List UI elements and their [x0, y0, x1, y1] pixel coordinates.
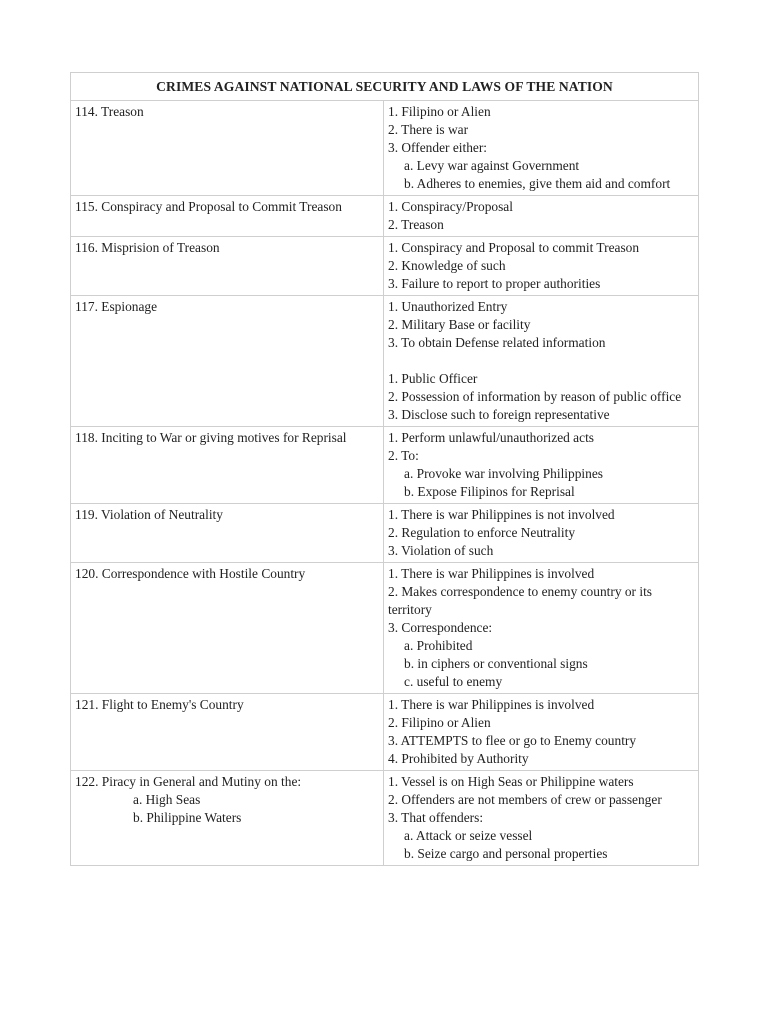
crime-cell	[71, 504, 384, 563]
element-line: 3. To obtain Defense related information	[388, 335, 606, 350]
element-line: 2. To:	[388, 448, 419, 463]
element-line: 3. Disclose such to foreign representative	[388, 407, 610, 422]
crime-subline: a. High Seas	[133, 792, 201, 807]
table-row	[71, 694, 699, 771]
crime-cell	[71, 296, 384, 427]
element-subline: b. Expose Filipinos for Reprisal	[404, 484, 575, 499]
crime-cell	[71, 427, 384, 504]
crime-subline: b. Philippine Waters	[133, 810, 242, 825]
crime-cell	[71, 563, 384, 694]
crime-title: 118. Inciting to War or giving motives for Reprisal	[75, 430, 347, 445]
crime-cell	[71, 694, 384, 771]
element-line: 2. Possession of information by reason of public office	[388, 389, 682, 404]
table-header-row	[71, 73, 699, 101]
element-line: 2. Offenders are not members of crew or passenger	[388, 792, 662, 807]
element-line: 2. Military Base or facility	[388, 317, 531, 332]
element-line: 1. Vessel is on High Seas or Philippine waters	[388, 774, 634, 789]
crime-title: 114. Treason	[75, 104, 144, 119]
element-line: 3. Correspondence:	[388, 620, 493, 635]
element-subline	[388, 175, 695, 193]
element-subline: a. Prohibited	[404, 638, 473, 653]
crime-title: 122. Piracy in General and Mutiny on the:	[75, 774, 302, 789]
crimes-table	[70, 72, 699, 866]
element-subline-text: b. Adheres to enemies, give them aid and comfort	[404, 176, 671, 191]
element-subline: a. Provoke war involving Philippines	[404, 466, 603, 481]
crime-cell	[71, 101, 384, 196]
crime-title: 119. Violation of Neutrality	[75, 507, 223, 522]
elements-cell	[384, 237, 699, 296]
crime-title: 117. Espionage	[75, 299, 158, 314]
element-line: 2. Regulation to enforce Neutrality	[388, 525, 576, 540]
element-line: 2. There is war	[388, 122, 469, 137]
crime-title: 115. Conspiracy and Proposal to Commit Treason	[75, 199, 342, 214]
crime-title: 116. Misprision of Treason	[75, 240, 220, 255]
element-line: 4. Prohibited by Authority	[388, 751, 529, 766]
element-line: 1. Conspiracy/Proposal	[388, 199, 513, 214]
table-row	[71, 563, 699, 694]
element-subline: c. useful to enemy	[404, 674, 503, 689]
elements-cell	[384, 771, 699, 866]
element-line: 2. Knowledge of such	[388, 258, 506, 273]
elements-cell	[384, 101, 699, 196]
element-line: 1. There is war Philippines is involved	[388, 697, 595, 712]
element-line: 1. Public Officer	[388, 371, 478, 386]
element-line: 3. ATTEMPTS to flee or go to Enemy country	[388, 733, 637, 748]
crime-title: 121. Flight to Enemy's Country	[75, 697, 244, 712]
table-row	[71, 771, 699, 866]
crime-title: 120. Correspondence with Hostile Country	[75, 566, 306, 581]
table-row	[71, 101, 699, 196]
element-subline: b. Seize cargo and personal properties	[404, 846, 608, 861]
element-line: 3. Violation of such	[388, 543, 494, 558]
table-row	[71, 427, 699, 504]
element-subline: a. Levy war against Government	[404, 158, 580, 173]
spacer	[388, 352, 695, 370]
element-line: 1. Perform unlawful/unauthorized acts	[388, 430, 595, 445]
elements-cell	[384, 694, 699, 771]
table-row	[71, 504, 699, 563]
table-row	[71, 196, 699, 237]
element-line: 1. There is war Philippines is involved	[388, 566, 595, 581]
element-line: 3. Failure to report to proper authorities	[388, 276, 601, 291]
elements-cell	[384, 296, 699, 427]
element-line: 1. Filipino or Alien	[388, 104, 491, 119]
elements-cell	[384, 563, 699, 694]
element-line: 1. There is war Philippines is not involved	[388, 507, 615, 522]
crime-cell	[71, 237, 384, 296]
table-row	[71, 237, 699, 296]
crime-cell	[71, 196, 384, 237]
elements-cell	[384, 504, 699, 563]
element-line: 2. Filipino or Alien	[388, 715, 491, 730]
table-row	[71, 296, 699, 427]
element-subline: b. in ciphers or conventional signs	[404, 656, 588, 671]
crime-cell	[71, 771, 384, 866]
elements-cell	[384, 196, 699, 237]
element-line: 1. Unauthorized Entry	[388, 299, 508, 314]
element-line: 1. Conspiracy and Proposal to commit Treason	[388, 240, 640, 255]
element-subline: a. Attack or seize vessel	[404, 828, 533, 843]
element-line: 2. Treason	[388, 217, 444, 232]
table-title: CRIMES AGAINST NATIONAL SECURITY AND LAWS OF THE NATION	[71, 73, 699, 101]
elements-cell	[384, 427, 699, 504]
element-line: 2. Makes correspondence to enemy country or its territory	[388, 584, 653, 617]
element-line: 3. Offender either:	[388, 140, 488, 155]
element-line: 3. That offenders:	[388, 810, 484, 825]
